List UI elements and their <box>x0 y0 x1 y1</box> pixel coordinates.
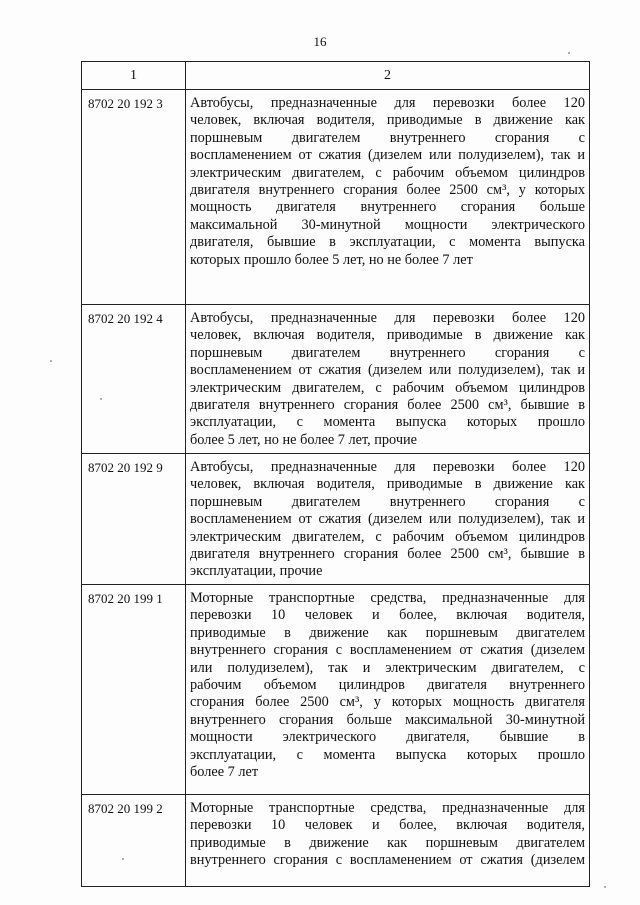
scan-speck <box>100 398 102 400</box>
description-line: двигателя внутреннего сгорания более 2500 см³, у которых <box>190 181 585 198</box>
description-line: Моторные транспортные средства, предназначенные для <box>190 800 585 816</box>
description-line: Автобусы, предназначенные для перевозки более 120 <box>190 459 585 475</box>
description-line: двигателя внутреннего сгорания более 2500 см³, бывшие в <box>190 545 585 562</box>
description-line: двигателя, бывшие в эксплуатации, с момента выпуска <box>190 234 585 251</box>
description-line: Моторные транспортные средства, предназначенные для <box>190 590 585 606</box>
description-line: внутреннего сгорания с воспламенением от сжатия (дизелем <box>190 642 585 659</box>
description-line: человек, включая водителя, приводимые в движение как <box>190 112 585 129</box>
commodity-description <box>186 585 590 795</box>
description-line: поршневым двигателем внутреннего сгорания с <box>190 344 585 361</box>
description-line: внутреннего сгорания с воспламенением от сжатия (дизелем <box>190 852 585 869</box>
description-line: максимальной 30-минутной мощности электрического <box>190 216 585 233</box>
table-row <box>82 795 590 887</box>
description-line: более 7 лет <box>190 763 259 780</box>
commodity-code: 8702 20 192 9 <box>82 454 186 585</box>
description-line: поршневым двигателем внутреннего сгорания с <box>190 493 585 510</box>
description-line: Автобусы, предназначенные для перевозки более 120 <box>190 95 585 111</box>
description-line: мощность двигателя внутреннего сгорания больше <box>190 199 585 216</box>
description-line: приводимые в движение как поршневым двигателем <box>190 624 585 641</box>
description-line: двигателя внутреннего сгорания более 2500 см³, бывшие в <box>190 396 585 413</box>
commodity-description <box>186 90 590 305</box>
page-number: 16 <box>313 34 327 49</box>
commodity-code: 8702 20 192 4 <box>82 305 186 454</box>
description-line: мощности электрического двигателя, бывшие в <box>190 729 585 746</box>
description-line: электрическим двигателем, с рабочим объемом цилиндров <box>190 528 585 545</box>
description-line: электрическим двигателем, с рабочим объемом цилиндров <box>190 379 585 396</box>
description-line: внутреннего сгорания больше максимальной 30-минутной <box>190 711 585 728</box>
table-row <box>82 305 590 454</box>
column-header-2: 2 <box>186 62 590 90</box>
scan-speck <box>604 886 606 888</box>
description-line: эксплуатации, с момента выпуска которых прошло <box>190 414 585 431</box>
table-row <box>82 90 590 305</box>
table-row <box>82 585 590 795</box>
description-line: более 5 лет, но не более 7 лет, прочие <box>190 431 418 448</box>
commodity-description <box>186 454 590 585</box>
description-line: перевозки 10 человек и более, включая водителя, <box>190 817 585 834</box>
table-header-row <box>82 62 590 90</box>
description-line: эксплуатации, с момента выпуска которых прошло <box>190 746 585 763</box>
description-line: приводимые в движение как поршневым двигателем <box>190 834 585 851</box>
column-header-1: 1 <box>82 62 186 90</box>
description-line: рабочим объемом цилиндров двигателя внутреннего <box>190 676 585 693</box>
description-line: или полудизелем), так и электрическим двигателем, с <box>190 659 585 676</box>
commodity-code: 8702 20 192 3 <box>82 90 186 305</box>
description-line: эксплуатации, прочие <box>190 563 323 580</box>
description-line: человек, включая водителя, приводимые в движение как <box>190 476 585 493</box>
commodity-description <box>186 305 590 454</box>
description-line: человек, включая водителя, приводимые в движение как <box>190 327 585 344</box>
scan-speck <box>122 858 124 860</box>
tariff-table <box>81 61 590 887</box>
description-line: воспламенением от сжатия (дизелем или полудизелем), так и <box>190 147 585 164</box>
commodity-code: 8702 20 199 1 <box>82 585 186 795</box>
description-line: электрическим двигателем, с рабочим объемом цилиндров <box>190 164 585 181</box>
description-line: поршневым двигателем внутреннего сгорания с <box>190 129 585 146</box>
commodity-code: 8702 20 199 2 <box>82 795 186 887</box>
scan-speck <box>50 360 52 362</box>
description-line: которых прошло более 5 лет, но не более 7 лет <box>190 251 473 268</box>
description-line: перевозки 10 человек и более, включая водителя, <box>190 607 585 624</box>
table-row <box>82 454 590 585</box>
description-line: Автобусы, предназначенные для перевозки более 120 <box>190 310 585 326</box>
scan-speck <box>568 52 570 54</box>
description-line: воспламенением от сжатия (дизелем или полудизелем), так и <box>190 362 585 379</box>
description-line: воспламенением от сжатия (дизелем или полудизелем), так и <box>190 511 585 528</box>
commodity-description <box>186 795 590 887</box>
description-line: сгорания более 2500 см³, у которых мощность двигателя <box>190 694 585 711</box>
